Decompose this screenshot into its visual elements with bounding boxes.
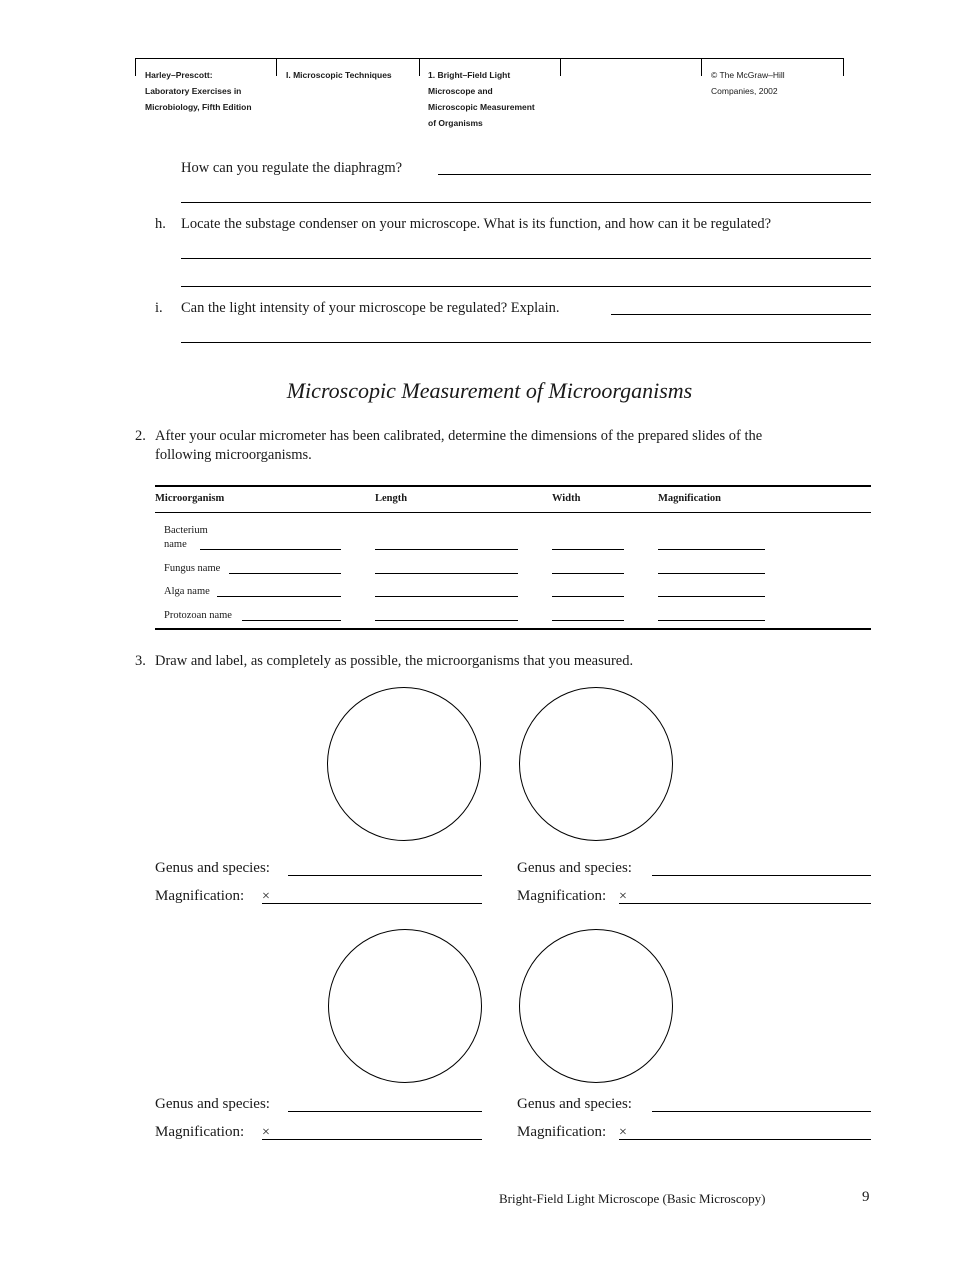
header-book-title: Harley–Prescott: Laboratory Exercises in Microbiology, Fifth Edition <box>145 70 252 112</box>
bacterium-length-blank[interactable] <box>375 549 518 550</box>
answer-line[interactable] <box>611 314 871 315</box>
question-2-line2: following microorganisms. <box>155 447 312 463</box>
question-3-number: 3. <box>135 653 146 669</box>
times-symbol: × <box>262 1125 270 1140</box>
question-h-marker: h. <box>155 216 166 232</box>
protozoan-width-blank[interactable] <box>552 620 624 621</box>
times-symbol: × <box>619 889 627 904</box>
alga-width-blank[interactable] <box>552 596 624 597</box>
row-label-protozoan: Protozoan name <box>164 610 232 621</box>
genus-species-label: Genus and species: <box>155 860 270 876</box>
header-rule <box>135 58 844 59</box>
fungus-magnification-blank[interactable] <box>658 573 765 574</box>
header-chapter: 1. Bright–Field Light Microscope and Microscopic Measurement of Organisms <box>428 70 535 128</box>
magnification-blank[interactable] <box>262 1139 482 1140</box>
header-divider <box>843 58 844 76</box>
table-header-length: Length <box>375 493 408 504</box>
magnification-blank[interactable] <box>619 903 871 904</box>
genus-species-label: Genus and species: <box>155 1096 270 1112</box>
question-3-text: Draw and label, as completely as possible, the microorganisms that you measured. <box>155 653 634 669</box>
table-header-magnification: Magnification <box>658 493 721 504</box>
page-header <box>135 58 844 130</box>
table-header-microorganism: Microorganism <box>155 493 225 504</box>
bacterium-magnification-blank[interactable] <box>658 549 765 550</box>
bacterium-width-blank[interactable] <box>552 549 624 550</box>
alga-length-blank[interactable] <box>375 596 518 597</box>
row-label-bacterium: Bacterium <box>164 525 208 536</box>
answer-line[interactable] <box>181 258 871 259</box>
table-header-rule <box>155 512 871 513</box>
genus-species-blank[interactable] <box>288 875 482 876</box>
header-divider <box>701 58 702 76</box>
bacterium-name-blank[interactable] <box>200 549 341 550</box>
row-label-fungus: Fungus name <box>164 563 221 574</box>
header-divider <box>276 58 277 76</box>
header-divider <box>560 58 561 76</box>
header-divider <box>419 58 420 76</box>
times-symbol: × <box>262 889 270 904</box>
fungus-name-blank[interactable] <box>229 573 341 574</box>
row-label-alga: Alga name <box>164 586 210 597</box>
magnification-label: Magnification: <box>517 1124 607 1140</box>
table-header-width: Width <box>552 493 581 504</box>
protozoan-magnification-blank[interactable] <box>658 620 765 621</box>
row-label-bacterium-name: name <box>164 539 187 550</box>
question-2-number: 2. <box>135 428 146 444</box>
header-copyright: © The McGraw–Hill Companies, 2002 <box>711 70 785 96</box>
drawing-circle[interactable] <box>327 687 481 841</box>
magnification-label: Magnification: <box>155 888 245 904</box>
fungus-length-blank[interactable] <box>375 573 518 574</box>
drawing-circle[interactable] <box>328 929 482 1083</box>
magnification-blank[interactable] <box>262 903 482 904</box>
genus-species-blank[interactable] <box>652 1111 871 1112</box>
drawing-circle[interactable] <box>519 929 673 1083</box>
question-h-text: Locate the substage condenser on your microscope. What is its function, and how can it be regulated? <box>181 216 772 232</box>
alga-magnification-blank[interactable] <box>658 596 765 597</box>
genus-species-label: Genus and species: <box>517 1096 632 1112</box>
question-diaphragm: How can you regulate the diaphragm? <box>181 160 403 176</box>
answer-line[interactable] <box>181 202 871 203</box>
fungus-width-blank[interactable] <box>552 573 624 574</box>
page-number: 9 <box>862 1189 870 1205</box>
header-divider <box>135 58 136 76</box>
answer-line[interactable] <box>181 342 871 343</box>
magnification-label: Magnification: <box>155 1124 245 1140</box>
answer-line[interactable] <box>438 174 871 175</box>
question-i-text: Can the light intensity of your microscope be regulated? Explain. <box>181 300 560 316</box>
header-part: I. Microscopic Techniques <box>286 70 392 80</box>
question-i-marker: i. <box>155 300 163 316</box>
table-bottom-rule <box>155 628 871 630</box>
genus-species-label: Genus and species: <box>517 860 632 876</box>
magnification-label: Magnification: <box>517 888 607 904</box>
table-top-rule <box>155 485 871 487</box>
answer-line[interactable] <box>181 286 871 287</box>
footer-title: Bright-Field Light Microscope (Basic Microscopy) <box>499 1191 766 1206</box>
genus-species-blank[interactable] <box>288 1111 482 1112</box>
protozoan-name-blank[interactable] <box>242 620 341 621</box>
drawing-circle[interactable] <box>519 687 673 841</box>
alga-name-blank[interactable] <box>217 596 341 597</box>
genus-species-blank[interactable] <box>652 875 871 876</box>
magnification-blank[interactable] <box>619 1139 871 1140</box>
question-2-line1: After your ocular micrometer has been calibrated, determine the dimensions of the prepared slides of the <box>155 428 763 444</box>
times-symbol: × <box>619 1125 627 1140</box>
protozoan-length-blank[interactable] <box>375 620 518 621</box>
section-title: Microscopic Measurement of Microorganisms <box>286 378 693 403</box>
